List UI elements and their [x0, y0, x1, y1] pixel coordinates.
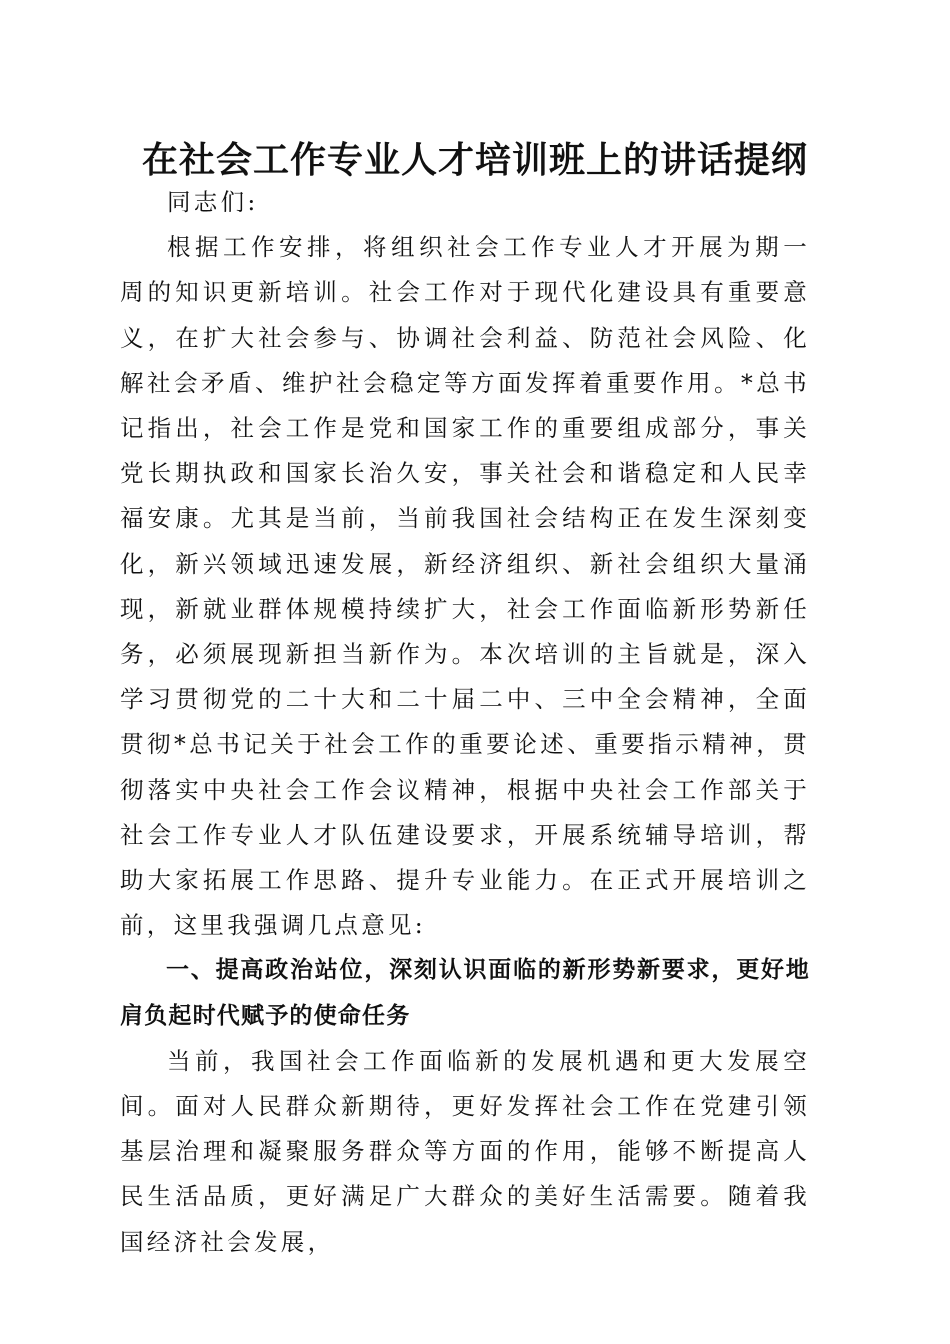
paragraph-intro: 根据工作安排，将组织社会工作专业人才开展为期一周的知识更新培训。社会工作对于现代化建设具有重要意义，在扩大社会参与、协调社会利益、防范社会风险、化解社会矛盾、维护社会稳定等方面发挥着重要作用。*总书记指出，社会工作是党和国家工作的重要组成部分，事关党长期执政和国家长治久安，事关社会和谐稳定和人民幸福安康。尤其是当前，当前我国社会结构正在发生深刻变化，新兴领域迅速发展，新经济组织、新社会组织大量涌现，新就业群体规模持续扩大，社会工作面临新形势新任务，必须展现新担当新作为。本次培训的主旨就是，深入学习贯彻党的二十大和二十届二中、三中全会精神，全面贯彻*总书记关于社会工作的重要论述、重要指示精神，贯彻落实中央社会工作会议精神，根据中央社会工作部关于社会工作专业人才队伍建设要求，开展系统辅导培训，帮助大家拓展工作思路、提升专业能力。在正式开展培训之前，这里我强调几点意见:	[120, 233, 810, 940]
document-title: 在社会工作专业人才培训班上的讲话提纲	[141, 139, 808, 181]
salutation: 同志们:	[167, 188, 259, 216]
section-heading-1: 一、提高政治站位，深刻认识面临的新形势新要求，更好地肩负起时代赋予的使命任务	[120, 957, 810, 1029]
document-body	[120, 180, 810, 1265]
paragraph-section-1: 当前，我国社会工作面临新的发展机遇和更大发展空间。面对人民群众新期待，更好发挥社会工作在党建引领基层治理和凝聚服务群众等方面的作用，能够不断提高人民生活品质，更好满足广大群众的美好生活需要。随着我国经济社会发展，	[120, 1046, 810, 1256]
